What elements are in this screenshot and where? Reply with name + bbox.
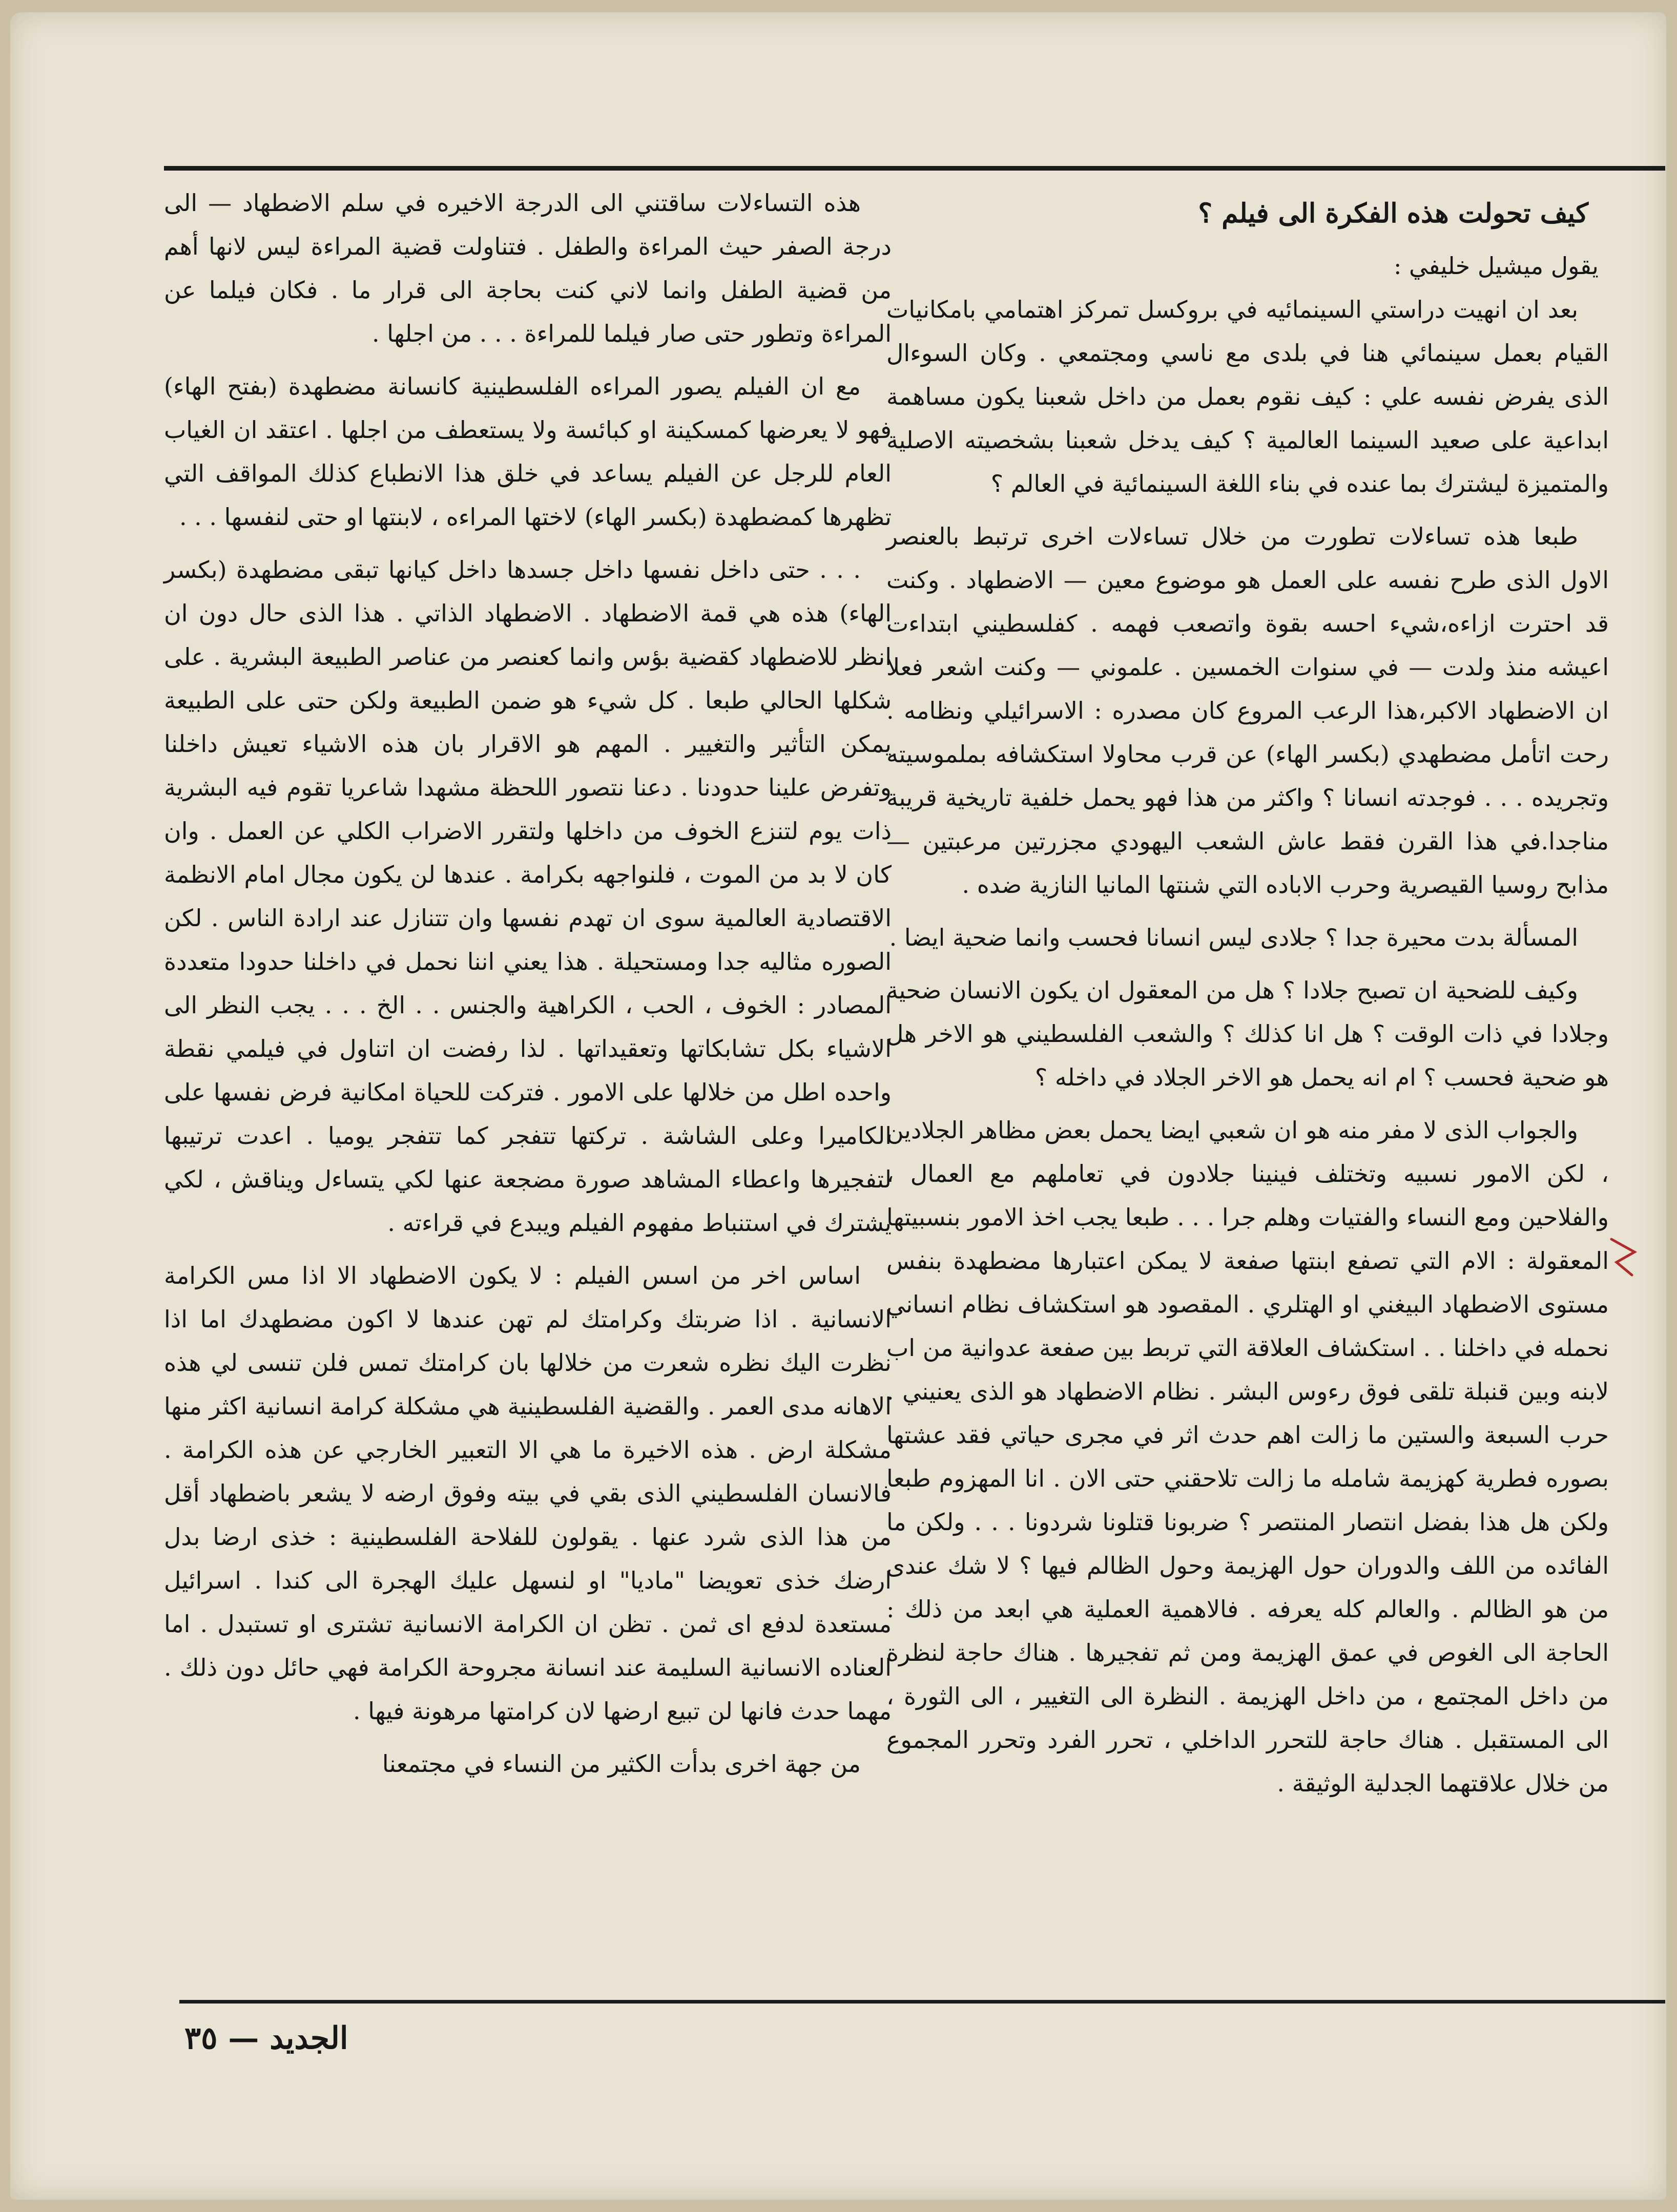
magazine-name: الجديد <box>270 2020 348 2056</box>
paragraph: . . . حتى داخل نفسها داخل جسدها داخل كيانها تبقى مضطهدة (بكسر الهاء) هذه هي قمة الاضطهاد . الاضطهاد الذاتي . هذا الذى حال دون ان انظر للاضطهاد كقضية بؤس وانما كعنصر من عناصر الطبيعة البشرية . على شكلها الحالي طبعا . كل شيء هو ضمن الطبيعة ولكن حتى على الطبيعة يمكن التأثير والتغيير . المهم هو الاقرار بان هذه الاشياء تعيش داخلنا وتفرض علينا حدودنا . دعنا نتصور اللحظة مشهدا شاعريا تقوم فيه البشرية ذات يوم لتنزع الخوف من داخلها ولتقرر الاضراب الكلي عن العمل . وان كان لا بد من الموت ، فلنواجهه بكرامة . عندها لن يكون مجال امام الانظمة الاقتصادية العالمية سوى ان تهدم نفسها وان تتنازل عند ارادة الناس . لكن الصوره مثاليه جدا ومستحيلة . هذا يعني اننا نحمل في داخلنا حدودا متعددة المصادر : الخوف ، الحب ، الكراهية والجنس . . الخ . . . يجب النظر الى الاشياء بكل تشابكاتها وتعقيداتها . لذا رفضت ان اتناول في فيلمي نقطة واحده اطل من خلالها على الامور . فتركت للحياة امكانية فرض نفسها على الكاميرا وعلى الشاشة . تركتها تتفجر كما تتفجر يوميا . اعدت ترتيبها لتفجيرها واعطاء المشاهد صورة مضجعة عنها لكي يتساءل ويناقش ، لكي يشترك في استنباط مفهوم الفيلم ويبدع في قراءته . <box>164 556 892 1237</box>
paragraph: هذه التساءلات ساقتني الى الدرجة الاخيره في سلم الاضطهاد — الى درجة الصفر حيث المراءة والطفل . فتناولت قضية المراءة ليس لانها أهم من قضية الطفل وانما لاني كنت بحاجة الى قرار ما . فكان فيلما عن المراءة وتطور حتى صار فيلما للمراءة . . . من اجلها . <box>164 189 892 347</box>
magazine-page <box>10 12 1666 2200</box>
paragraph: وكيف للضحية ان تصبح جلادا ؟ هل من المعقول ان يكون الانسان ضحية وجلادا في ذات الوقت ؟ هل انا كذلك ؟ والشعب الفلسطيني هو الاخر هل هو ضحية فحسب ؟ ام انه يحمل هو الاخر الجلاد في داخله ؟ <box>886 976 1609 1091</box>
speaker-line: يقول ميشيل خليفي : <box>1393 252 1599 280</box>
paragraph: والجواب الذى لا مفر منه هو ان شعبي ايضا يحمل بعض مظاهر الجلادين ، لكن الامور نسبيه وتختلف فينينا جلادون في تعاملهم مع العمال ، والفلاحين ومع النساء والفتيات وهلم جرا . . . طبعا يجب اخذ الامور بنسبيتها المعقولة : الام التي تصفع ابنتها صفعة لا يمكن اعتبارها مضطهدة بنفس مستوى الاضطهاد البيغني او الهتلري . المقصود هو استكشاف نظام انساني نحمله في داخلنا . . استكشاف العلاقة التي تربط بين صفعة عدوانية من اب لابنه وبين قنبلة تلقى فوق رءوس البشر . نظام الاضطهاد هو الذى يعنيني . حرب السبعة والستين ما زالت اهم حدث اثر في مجرى حياتي فقد عشتها بصوره فطرية كهزيمة شامله ما زالت تلاحقني حتى الان . انا المهزوم طبعا ولكن هل هذا بفضل انتصار المنتصر ؟ ضربونا قتلونا شردونا . . . ولكن ما الفائده من اللف والدوران حول الهزيمة وحول الظالم فيها ؟ لا شك عندى من هو الظالم . والعالم كله يعرفه . فالاهمية العملية هي ابعد من ذلك : الحاجة الى الغوص في عمق الهزيمة ومن ثم تفجيرها . هناك حاجة لنظرة من داخل المجتمع ، من داخل الهزيمة . النظرة الى التغيير ، الى الثورة ، الى المستقبل . هناك حاجة للتحرر الداخلي ، تحرر الفرد وتحرر المجموع من خلال علاقتهما الجدلية الوثيقة . <box>886 1116 1609 1797</box>
bottom-rule <box>179 2000 1665 2004</box>
paragraph: مع ان الفيلم يصور المراءه الفلسطينية كانسانة مضطهدة (بفتح الهاء) فهو لا يعرضها كمسكينة او كبائسة ولا يستعطف من اجلها . اعتقد ان الغياب العام للرجل عن الفيلم يساعد في خلق هذا الانطباع كذلك المواقف التي تظهرها كمضطهدة (بكسر الهاء) لاختها المراءه ، لابنتها او حتى لنفسها . . . <box>164 372 892 531</box>
right-column <box>886 192 1609 1814</box>
page-number: ٣٥ <box>184 2020 218 2056</box>
section-heading: كيف تحولت هذه الفكرة الى فيلم ؟ <box>1198 198 1588 229</box>
paragraph: من جهة اخرى بدأت الكثير من النساء في مجتمعنا <box>382 1750 861 1778</box>
footer-separator: — <box>228 2020 259 2056</box>
pen-margin-mark <box>1606 1234 1642 1280</box>
paragraph: اساس اخر من اسس الفيلم : لا يكون الاضطهاد الا اذا مس الكرامة الانسانية . اذا ضربتك وكرامتك لم تهن عندها لا اكون مضطهدك اما اذا نظرت اليك نظره شعرت من خلالها بان كرامتك تمس فلن تنسى لي هذه الاهانه مدى العمر . والقضية الفلسطينية هي مشكلة كرامة انسانية اكثر منها مشكلة ارض . هذه الاخيرة ما هي الا التعبير الخارجي عن هذه الكرامة . فالانسان الفلسطيني الذى بقي في بيته وفوق ارضه لا يشعر باضطهاد أقل من هذا الذى شرد عنها . يقولون للفلاحة الفلسطينية : خذى ارضا بدل ارضك خذى تعويضا "ماديا" او لنسهل عليك الهجرة الى كندا . اسرائيل مستعدة لدفع اى ثمن . تظن ان الكرامة الانسانية تشترى او تستبدل . اما العناده الانسانية السليمة عند انسانة مجروحة الكرامة فهي حائل دون ذلك . مهما حدث فانها لن تبيع ارضها لان كرامتها مرهونة فيها . <box>164 1262 892 1725</box>
page-footer <box>184 2020 348 2056</box>
top-rule <box>164 166 1665 171</box>
paragraph: بعد ان انهيت دراستي السينمائيه في بروكسل تمركز اهتمامي بامكانيات القيام بعمل سينمائي هنا في بلدى مع ناسي ومجتمعي . وكان السوءال الذى يفرض نفسه علي : كيف نقوم بعمل من داخل شعبنا يكون مساهمة ابداعية على صعيد السينما العالمية ؟ كيف يدخل شعبنا بشخصيته الاصلية والمتميزة ليشترك بما عنده في بناء اللغة السينمائية في العالم ؟ <box>886 296 1609 497</box>
paragraph: المسألة بدت محيرة جدا ؟ جلادى ليس انسانا فحسب وانما ضحية ايضا . <box>889 924 1578 951</box>
left-column <box>164 181 892 1795</box>
paragraph: طبعا هذه تساءلات تطورت من خلال تساءلات اخرى ترتبط بالعنصر الاول الذى طرح نفسه على العمل هو موضوع معين — الاضطهاد . وكنت قد احترت ازاءه،شيء احسه بقوة واتصعب فهمه . كفلسطيني ابتداءت اعيشه منذ ولدت — في سنوات الخمسين . علموني — وكنت اشعر فعلا ان الاضطهاد الاكبر،هذا الرعب المروع كان مصدره : الاسرائيلي ونظامه . رحت اتأمل مضطهدي (بكسر الهاء) عن قرب محاولا استكشافه بملموسيته وتجريده . . . فوجدته انسانا ؟ واكثر من هذا فهو يحمل خلفية تاريخية قريبة مناجدا.في هذا القرن فقط عاش الشعب اليهودي مجزرتين مرعبتين — مذابح روسيا القيصرية وحرب الاباده التي شنتها المانيا النازية ضده . <box>886 523 1609 899</box>
